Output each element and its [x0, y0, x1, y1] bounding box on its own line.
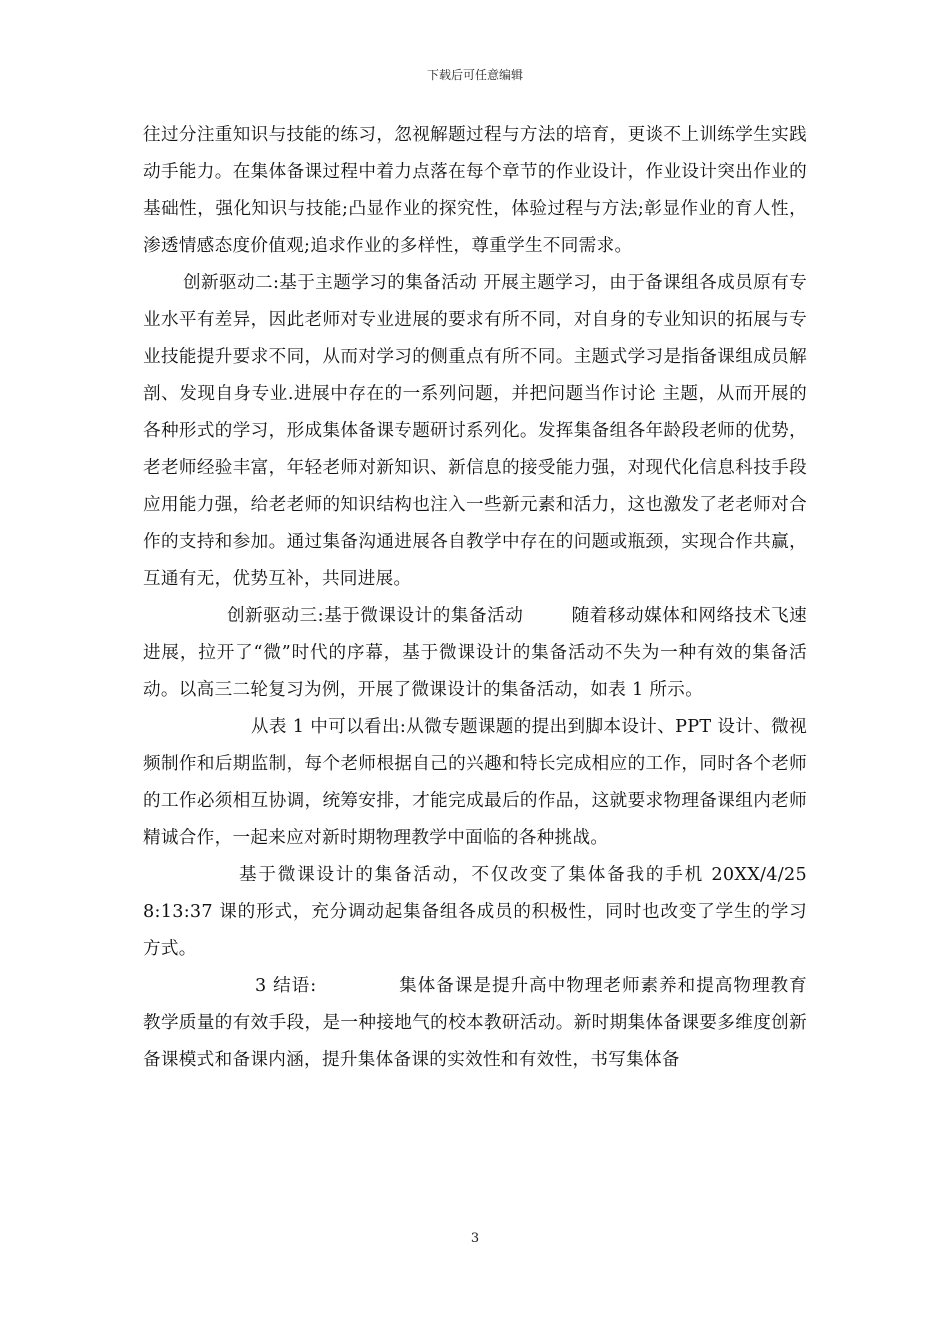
- paragraph-4: 从表 1 中可以看出:从微专题课题的提出到脚本设计、PPT 设计、微视频制作和后期监制，每个老师根据自己的兴趣和特长完成相应的工作，同时各个老师的工作必须相互协调，统筹安排，才能完成最后的作品，这就要求物理备课组内老师精诚合作，一起来应对新时期物理教学中面临的各种挑战。: [143, 717, 807, 848]
- paragraph-3-text: 随着移动媒体和网络技术飞速进展，拉开了“微”时代的序幕，基于微课设计的集备活动不失为一种有效的集备活动。以高三二轮复习为例，开展了微课设计的集备活动，如表 1 所示。: [143, 606, 808, 700]
- page-header: 下载后可任意编辑: [426, 68, 523, 82]
- conclusion-heading: 3 结语:: [255, 976, 317, 996]
- paragraph-6: [143, 968, 807, 1079]
- paragraph-2: 创新驱动二:基于主题学习的集备活动 开展主题学习，由于备课组各成员原有专业水平有差异，因此老师对专业进展的要求有所不同，对自身的专业知识的拓展与专业技能提升要求不同，从而对学习的侧重点有所不同。主题式学习是指备课组成员解剖、发现自身专业.进展中存在的一系列问题，并把问题当作讨论 主题，从而开展的各种形式的学习，形成集体备课专题研讨系列化。发挥集备组各年龄段老师的优势，老老师经验丰富，年轻老师对新知识、新信息的接受能力强，对现代化信息科技手段应用能力强，给老老师的知识结构也注入一些新元素和活力，这也激发了老老师对合作的支持和参加。通过集备沟通进展各自教学中存在的问题或瓶颈，实现合作共赢，互通有无，优势互补，共同进展。: [143, 273, 807, 589]
- document-body: [143, 117, 807, 1079]
- paragraph-3: [143, 598, 807, 709]
- paragraph-3-heading: 创新驱动三:基于微课设计的集备活动: [227, 606, 524, 626]
- page-number: 3: [470, 1231, 480, 1246]
- paragraph-1: 往过分注重知识与技能的练习，忽视解题过程与方法的培育，更谈不上训练学生实践动手能力。在集体备课过程中着力点落在每个章节的作业设计，作业设计突出作业的基础性，强化知识与技能;凸显作业的探究性，体验过程与方法;彰显作业的育人性，渗透情感态度价值观;追求作业的多样性，尊重学生不同需求。: [143, 125, 807, 256]
- paragraph-5: 基于微课设计的集备活动，不仅改变了集体备我的手机 20XX/4/25 8:13:37 课的形式，充分调动起集备组各成员的积极性，同时也改变了学生的学习方式。: [143, 865, 807, 959]
- conclusion-text: 集体备课是提升高中物理老师素养和提高物理教育教学质量的有效手段，是一种接地气的校本教研活动。新时期集体备课要多维度创新备课模式和备课内涵，提升集体备课的实效性和有效性，书写集体备: [143, 976, 807, 1070]
